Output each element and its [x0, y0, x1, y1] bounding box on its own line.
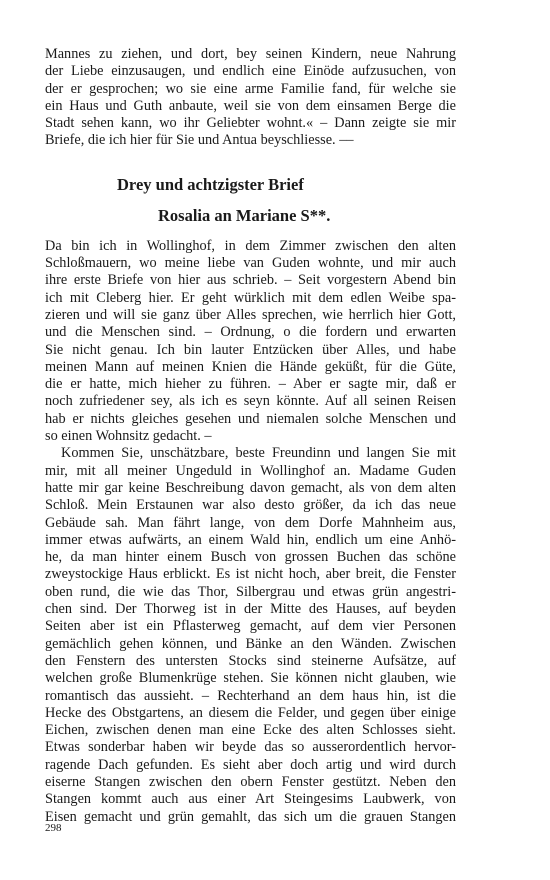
text-line: ein Haus und Guth anbaute, weil sie von dem einsamen Berge die [45, 97, 456, 114]
text-line: so einen Wohnsitz gedacht. – [45, 428, 212, 445]
text-line: immer etwas aufwärts, an einem Wald hin, endlich um eine Anhö- [45, 531, 456, 548]
text-line: Etwas sonderbar haben wir beyde das so ausserordentlich hervor- [45, 739, 456, 756]
text-line: mir, mit all meiner Ungeduld in Wollinghof an. Madame Guden [45, 462, 456, 479]
text-line: welchen große Blumenkrüge stehen. Sie können nicht glauben, wie [45, 670, 456, 687]
text-line: hatte mir gar keine Beschreibung davon gemacht, als von dem alten [45, 479, 456, 496]
text-line: eiserne Stangen zwischen den obern Fenster gestützt. Neben den [45, 773, 456, 790]
text-line: he, da man hinter einem Busch von grossen Buchen das schöne [45, 549, 456, 566]
text-line: noch zufriedener sey, als ich es seyn könnte. Auf all seinen Reisen [45, 393, 456, 410]
page-number: 298 [45, 822, 62, 834]
text-line: ich mit Cleberg hier. Er geht würklich mit dem edlen Weibe spa- [45, 289, 456, 306]
text-line: Stangen kommt auch aus einer Art Steingesims Laubwerk, von [45, 791, 456, 808]
paragraph-1 [45, 238, 456, 446]
text-line: Schloß. Mein Erstaunen war also desto größer, da ich das neue [45, 497, 456, 514]
text-line: ragende Dach gefunden. Es sieht aber doch artig und wird durch [45, 756, 456, 773]
text-line: Eichen, zwischen denen man eine Ecke des alten Schlosses sieht. [45, 722, 456, 739]
intro-paragraph [45, 46, 456, 150]
page-body [45, 46, 456, 826]
text-line: Schloßmauern, wo meine liebe van Guden wohnte, und mir auch [45, 255, 456, 272]
text-line: Mannes zu ziehen, und dort, bey seinen Kindern, neue Nahrung [45, 46, 456, 62]
text-line: chen sind. Der Thorweg ist in der Mitte des Hauses, auf beyden [45, 601, 456, 618]
text-line: Stadt sehen kann, wo ihr Geliebter wohnt.« – Dann zeigte sie mir [45, 115, 456, 132]
text-line: zweystockige Haus erblickt. Es ist nicht hoch, aber breit, die Fenster [45, 566, 456, 583]
letter-heading: Drey und achtzigster Brief [117, 174, 304, 194]
text-line: gemächlich gehen können, und Bänke an den Wänden. Zwischen [45, 635, 456, 652]
text-line: Da bin ich in Wollinghof, in dem Zimmer zwischen den alten [45, 237, 456, 254]
text-line: Eisen gemacht und grün gemahlt, das sich um die grauen Stangen [45, 808, 456, 825]
paragraph-2 [45, 445, 456, 826]
text-line: und die Menschen sind. – Ordnung, o die fordern und erwarten [45, 324, 456, 341]
text-line: Hecke des Obstgartens, an diesem die Felder, und gegen über einige [45, 704, 456, 721]
text-line: die er hatte, mich hieher zu führen. – Aber er sagte mir, daß er [45, 376, 456, 393]
text-line: Briefe, die ich hier für Sie und Antua beyschliesse. –– [45, 132, 354, 149]
text-line: den Fenstern des untersten Stocks sind steinerne Aufsätze, auf [45, 652, 456, 669]
text-line: romantisch das aussieht. – Rechterhand an dem haus hin, ist die [45, 687, 456, 704]
text-line: hab er nichts gleiches gesehen und niemalen solche Menschen und [45, 410, 456, 427]
text-line: Sie nicht genau. Ich bin lauter Entzücken über Alles, und habe [45, 341, 456, 358]
text-line: zieren und will sie ganz über Alles sprechen, wie herrlich hier Gott, [45, 306, 456, 323]
letter-subheading: Rosalia an Mariane S**. [158, 205, 331, 225]
text-line: Kommen Sie, unschätzbare, beste Freundinn und langen Sie mit [61, 445, 456, 462]
text-line: der er gesprochen; wo sie eine arme Familie fand, für welche sie [45, 80, 456, 97]
text-line: der Liebe einzusaugen, und endlich eine Einöde aufzusuchen, von [45, 63, 456, 80]
text-line: meinen Mann auf meinen Knien die Hände geküßt, für die Güte, [45, 358, 456, 375]
text-line: Gebäude sah. Man fährt lange, von dem Dorfe Mahnheim aus, [45, 514, 456, 531]
text-line: ihre erste Briefe von hier aus schrieb. – Seit vorgestern Abend bin [45, 272, 456, 289]
text-line: oben rund, die wie das Thor, Silbergrau und etwas grün angestri- [45, 583, 456, 600]
text-line: Seiten aber ist ein Pflasterweg gemacht, auf dem vier Personen [45, 618, 456, 635]
